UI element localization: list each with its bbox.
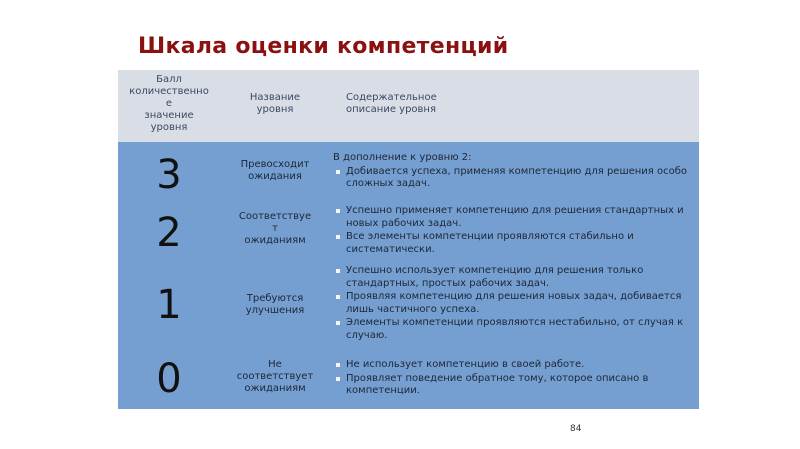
level-number: 1 bbox=[156, 282, 182, 328]
level-number: 2 bbox=[156, 210, 182, 256]
table-row bbox=[118, 264, 699, 354]
bullet-list bbox=[333, 205, 699, 256]
table-row bbox=[118, 150, 699, 202]
bullet-list bbox=[333, 166, 699, 191]
list-item: Добивается успеха, применяя компетенцию для решения особо сложных задач. bbox=[333, 166, 699, 191]
level-number: 3 bbox=[156, 152, 182, 198]
list-item: Успешно применяет компетенцию для решения стандартных и новых рабочих задач. bbox=[333, 205, 699, 230]
list-item: Проявляя компетенцию для решения новых задач, добивается лишь частичного успеха. bbox=[333, 291, 699, 316]
level-intro: В дополнение к уровню 2: bbox=[333, 152, 472, 163]
header-description: Содержательное описание уровня bbox=[346, 92, 437, 115]
level-number: 0 bbox=[156, 356, 182, 402]
level-description bbox=[333, 152, 699, 192]
list-item: Проявляет поведение обратное тому, которое описано в компетенции. bbox=[333, 373, 699, 398]
page-title: Шкала оценки компетенций bbox=[138, 34, 509, 59]
level-name: Требуются улучшения bbox=[245, 293, 305, 316]
level-description bbox=[333, 359, 699, 399]
level-name: Не соответствует ожиданиям bbox=[236, 359, 314, 394]
bullet-list bbox=[333, 265, 699, 342]
level-description bbox=[333, 205, 699, 257]
table-header-row bbox=[118, 70, 699, 142]
list-item: Не использует компетенцию в своей работе. bbox=[333, 359, 699, 372]
competency-scale-table bbox=[118, 70, 699, 409]
list-item: Успешно использует компетенцию для решения только стандартных, простых рабочих задач. bbox=[333, 265, 699, 290]
list-item: Все элементы компетенции проявляются стабильно и систематически. bbox=[333, 231, 699, 256]
bullet-list bbox=[333, 359, 699, 398]
list-item: Элементы компетенции проявляются нестабильно, от случая к случаю. bbox=[333, 317, 699, 342]
table-row bbox=[118, 204, 699, 262]
level-description bbox=[333, 265, 699, 343]
table-row bbox=[118, 356, 699, 406]
header-score: Балл количественно е значение уровня bbox=[129, 74, 209, 133]
page-number: 84 bbox=[570, 424, 582, 434]
level-name: Превосходит ожидания bbox=[240, 159, 310, 182]
level-name: Соответствуе т ожиданиям bbox=[238, 211, 312, 246]
header-name: Название уровня bbox=[249, 92, 301, 115]
